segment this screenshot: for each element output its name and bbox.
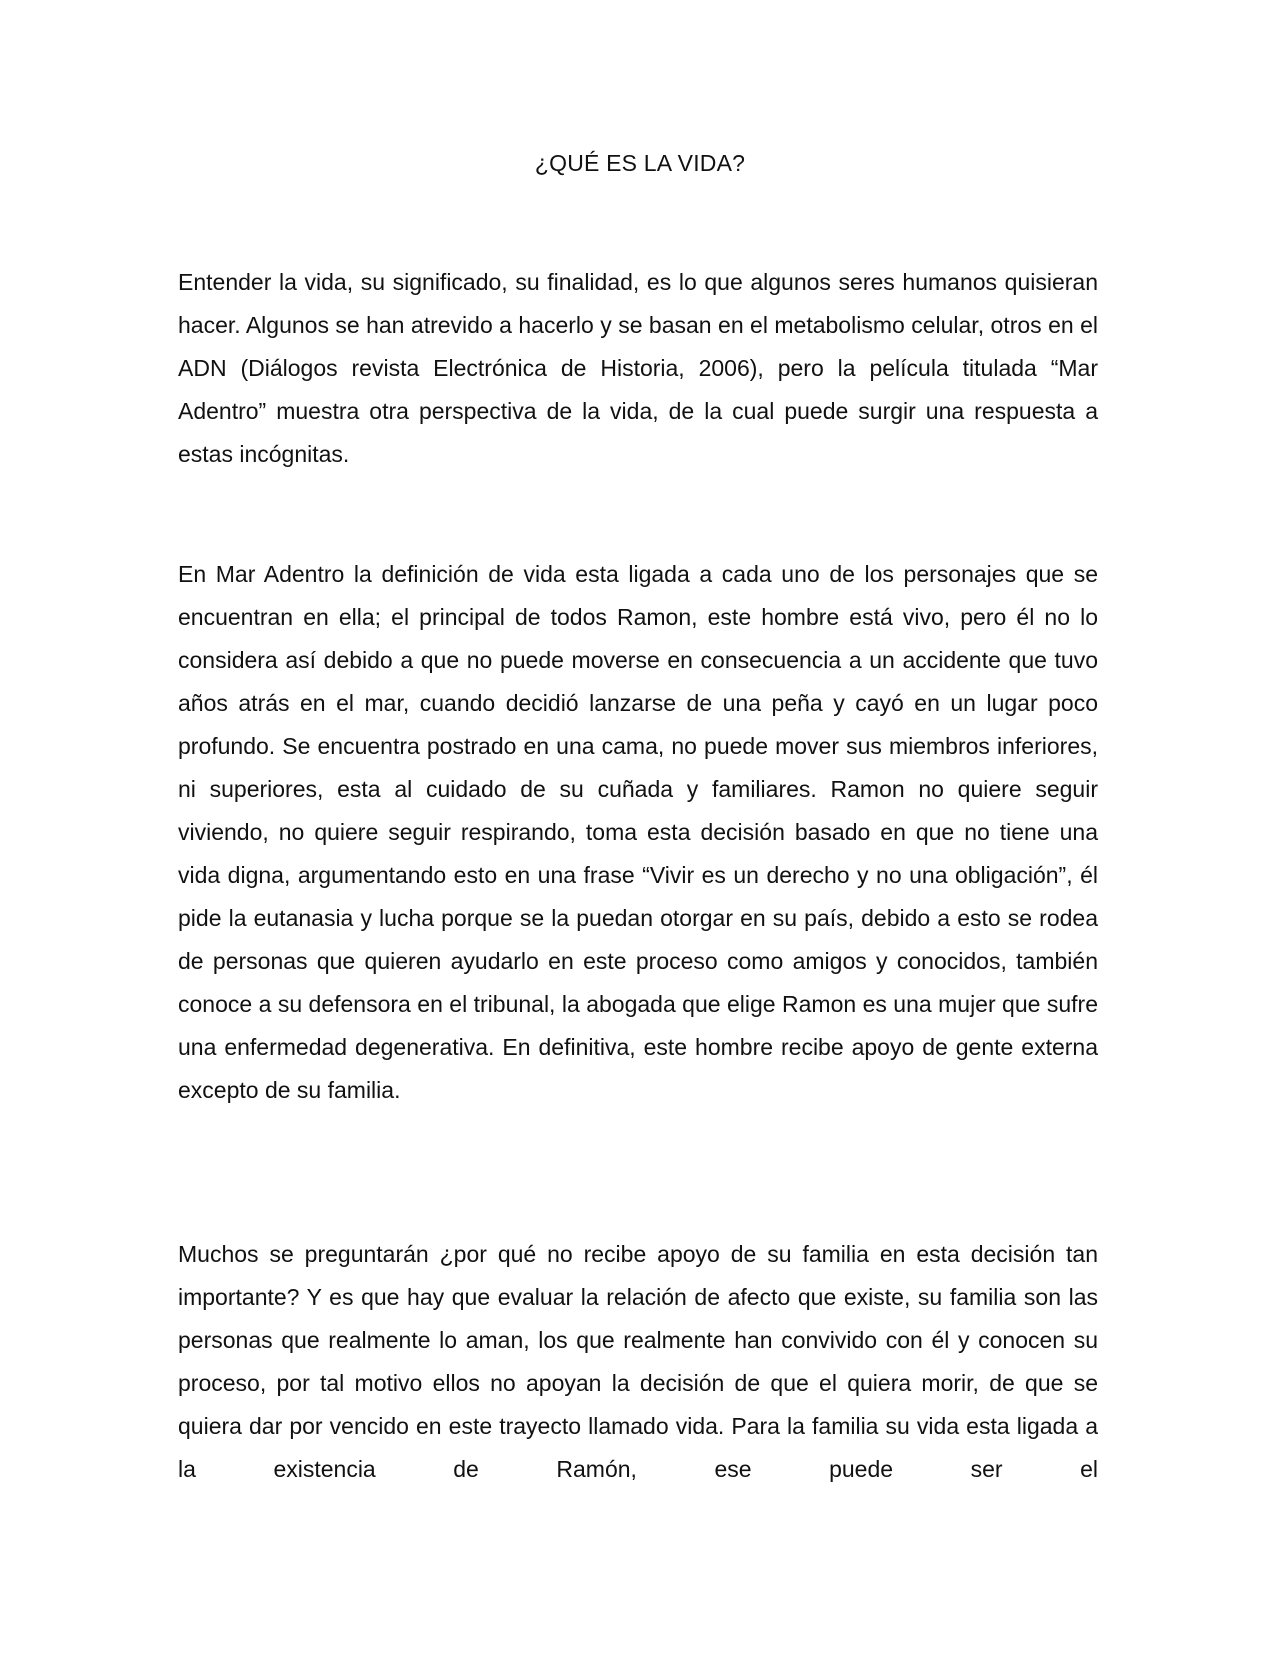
- paragraph-1: Entender la vida, su significado, su finalidad, es lo que algunos seres humanos quisieran hacer. Algunos se han atrevido a hacerlo y se basan en el metabolismo celular, otros en el ADN (Diálogos revista Electrónica de Historia, 2006), pero la película titulada “Mar Adentro” muestra otra perspectiva de la vida, de la cual puede surgir una respuesta a estas incógnitas.: [178, 269, 1098, 467]
- document-title: ¿QUÉ ES LA VIDA?: [534, 150, 746, 176]
- paragraph-2: En Mar Adentro la definición de vida esta ligada a cada uno de los personajes que se encuentran en ella; el principal de todos Ramon, este hombre está vivo, pero él no lo considera así debido a que no puede moverse en consecuencia a un accidente que tuvo años atrás en el mar, cuando decidió lanzarse de una peña y cayó en un lugar poco profundo. Se encuentra postrado en una cama, no puede mover sus miembros inferiores, ni superiores, esta al cuidado de su cuñada y familiares. Ramon no quiere seguir viviendo, no quiere seguir respirando, toma esta decisión basado en que no tiene una vida digna, argumentando esto en una frase “Vivir es un derecho y no una obligación”, él pide la eutanasia y lucha porque se la puedan otorgar en su país, debido a esto se rodea de personas que quieren ayudarlo en este proceso como amigos y conocidos, también conoce a su defensora en el tribunal, la abogada que elige Ramon es una mujer que sufre una enfermedad degenerativa. En definitiva, este hombre recibe apoyo de gente externa excepto de su familia.: [178, 561, 1098, 1103]
- paragraph-3: Muchos se preguntarán ¿por qué no recibe apoyo de su familia en esta decisión tan importante? Y es que hay que evaluar la relación de afecto que existe, su familia son las personas que realmente lo aman, los que realmente han convivido con él y conocen su proceso, por tal motivo ellos no apoyan la decisión de que el quiera morir, de que se quiera dar por vencido en este trayecto llamado vida. Para la familia su vida esta ligada a la existencia de Ramón, ese puede ser el: [178, 1241, 1098, 1482]
